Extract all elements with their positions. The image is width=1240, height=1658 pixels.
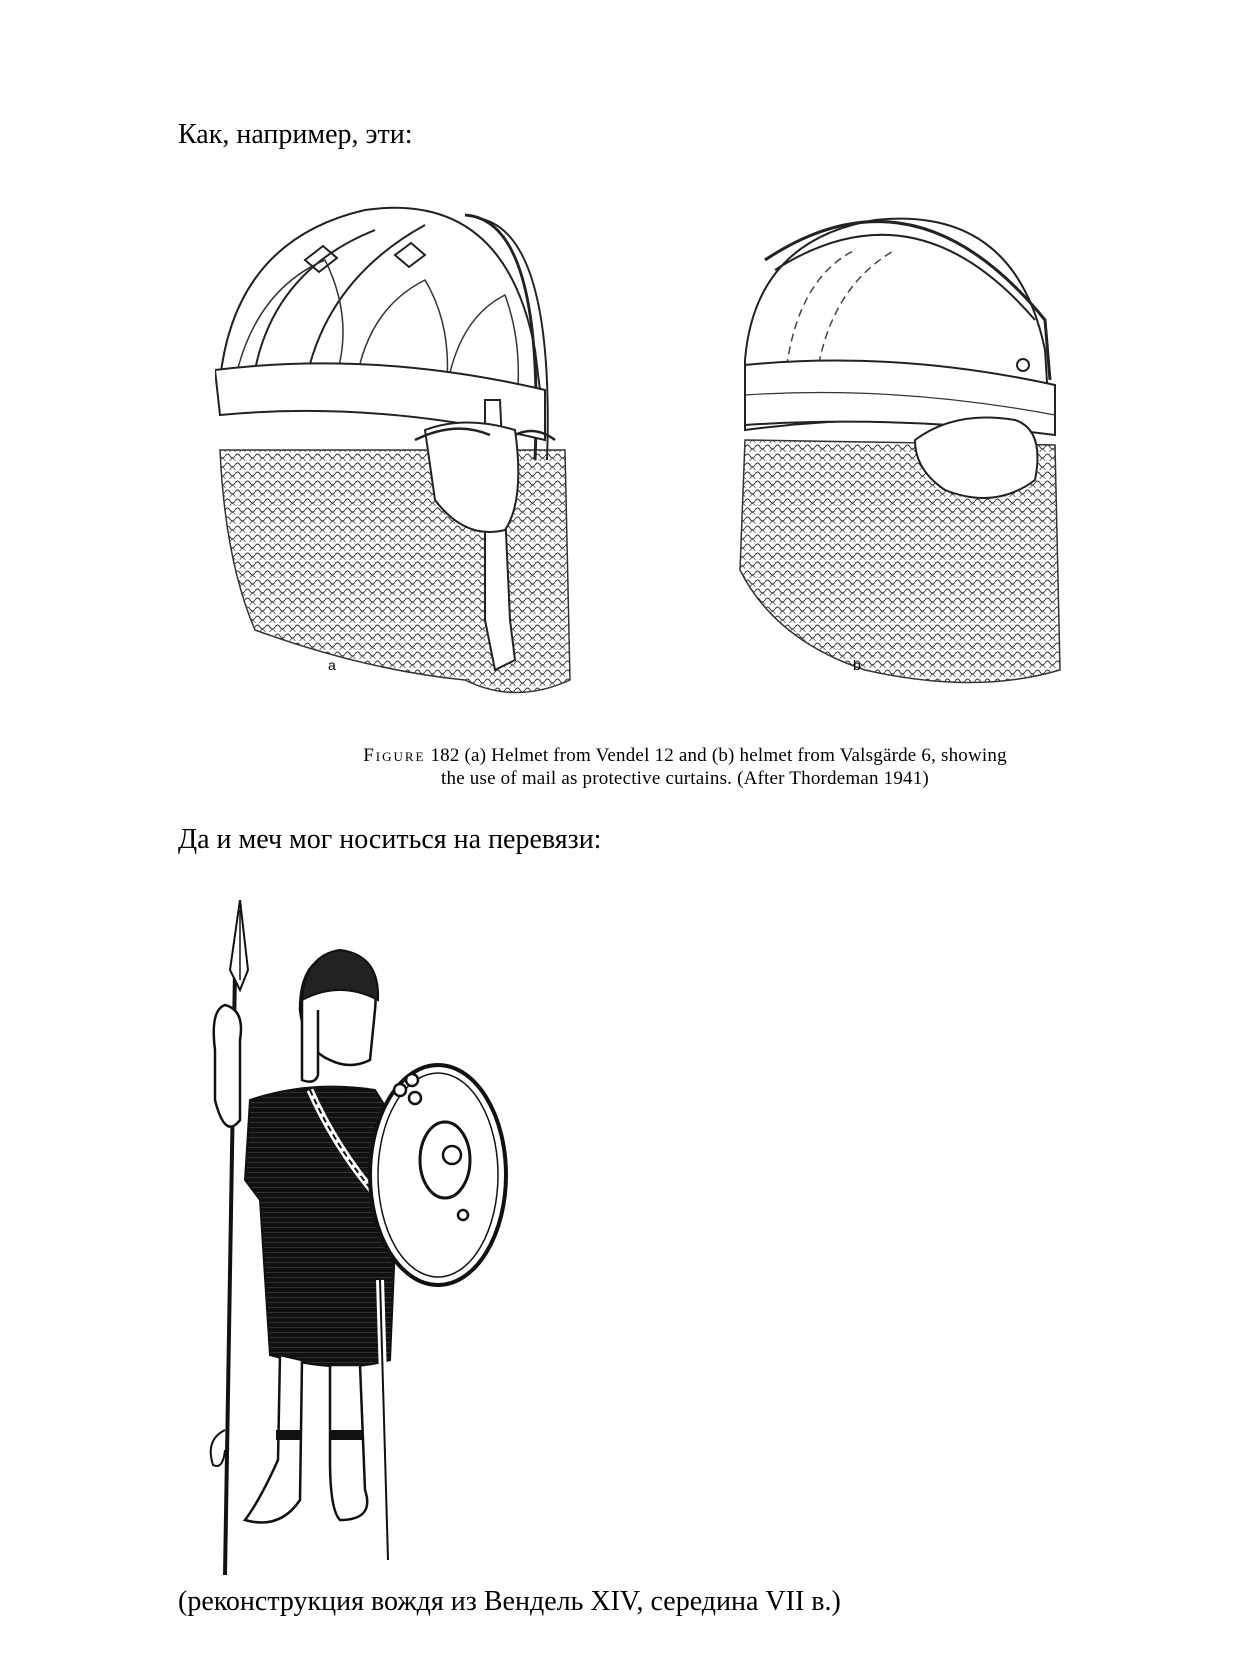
helmet-b-drawing: [740, 219, 1060, 683]
paragraph-reconstruction-caption: (реконструкция вождя из Вендель XIV, середина VII в.): [178, 1586, 841, 1617]
helmet-a-drawing: [215, 208, 570, 693]
warrior-reconstruction-drawing: [190, 900, 570, 1580]
caption-line-2: the use of mail as protective curtains. (After Thordeman 1941): [441, 768, 929, 789]
paragraph-sword: Да и меч мог носиться на перевязи:: [178, 824, 602, 855]
paragraph-intro: Как, например, эти:: [178, 119, 413, 150]
caption-line-1: (a) Helmet from Vendel 12 and (b) helmet from Valsgärde 6, showing: [464, 745, 1007, 766]
figure-182-helmets: [215, 200, 1145, 730]
helmet-a-label: a: [328, 657, 336, 673]
caption-figure-number: 182: [430, 745, 460, 766]
spear: [211, 900, 248, 1575]
figure-caption: [290, 744, 1080, 790]
helmet-b-label: b: [853, 657, 861, 673]
caption-figure-word: Figure: [363, 745, 426, 766]
